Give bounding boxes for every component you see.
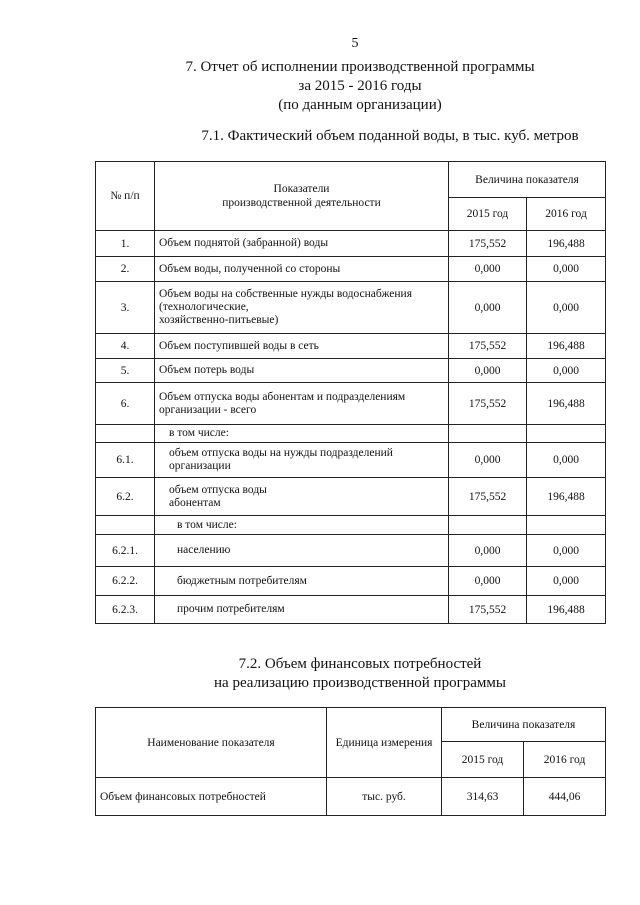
row-num: 1. bbox=[96, 231, 155, 257]
row-name: в том числе: bbox=[155, 516, 449, 535]
header-indicator bbox=[155, 162, 449, 231]
row-num: 6.1. bbox=[96, 443, 155, 478]
row-name: бюджетным потребителям bbox=[155, 567, 449, 596]
row-num: 6. bbox=[96, 383, 155, 425]
row-name-line1: Объем воды на собственные нужды водоснабжения bbox=[159, 288, 412, 300]
table-row bbox=[96, 778, 606, 816]
header-unit: Единица измерения bbox=[327, 708, 442, 778]
row-value-2016: 196,488 bbox=[527, 596, 606, 624]
row-value-2015: 175,552 bbox=[449, 334, 527, 359]
row-name bbox=[155, 383, 449, 425]
row-name-line2: организации - всего bbox=[159, 403, 257, 416]
header-indicator-line2: производственной деятельности bbox=[222, 197, 381, 209]
row-value-2016: 0,000 bbox=[527, 567, 606, 596]
row-name-line3: хозяйственно-питьевые) bbox=[159, 314, 279, 326]
row-value-2016: 196,488 bbox=[527, 383, 606, 425]
header-year-2016: 2016 год bbox=[527, 198, 606, 231]
row-value-2016 bbox=[527, 425, 606, 443]
table-row bbox=[96, 425, 606, 443]
row-name: Объем потерь воды bbox=[155, 359, 449, 383]
table-row bbox=[96, 282, 606, 334]
row-num: 3. bbox=[96, 282, 155, 334]
header-value: Величина показателя bbox=[442, 708, 606, 742]
table-row bbox=[96, 478, 606, 516]
water-volume-table bbox=[95, 161, 606, 624]
row-value-2016: 0,000 bbox=[527, 282, 606, 334]
row-num bbox=[96, 516, 155, 535]
title-line-2: за 2015 - 2016 годы bbox=[298, 78, 422, 94]
row-name: прочим потребителям bbox=[155, 596, 449, 624]
row-name: Объем воды, полученной со стороны bbox=[155, 257, 449, 282]
header-year-2015: 2015 год bbox=[442, 742, 524, 778]
section2-heading-line2: на реализацию производственной программы bbox=[214, 675, 506, 691]
row-num: 4. bbox=[96, 334, 155, 359]
financial-needs-table bbox=[95, 707, 606, 816]
row-value-2015: 0,000 bbox=[449, 535, 527, 567]
row-name: населению bbox=[155, 535, 449, 567]
table-row bbox=[96, 516, 606, 535]
table-row bbox=[96, 359, 606, 383]
row-name: Объем финансовых потребностей bbox=[96, 778, 327, 816]
row-name-line1: объем отпуска воды bbox=[169, 483, 267, 496]
row-num: 6.2. bbox=[96, 478, 155, 516]
row-value-2016 bbox=[527, 516, 606, 535]
section1-heading: 7.1. Фактический объем поданной воды, в тыс. куб. метров bbox=[201, 128, 579, 144]
title-line-1: 7. Отчет об исполнении производственной программы bbox=[185, 59, 535, 75]
header-num: № п/п bbox=[96, 162, 155, 231]
row-name: Объем поступившей воды в сеть bbox=[155, 334, 449, 359]
table-row bbox=[96, 567, 606, 596]
row-value-2015: 175,552 bbox=[449, 231, 527, 257]
row-num: 6.2.3. bbox=[96, 596, 155, 624]
table-row bbox=[96, 535, 606, 567]
row-num: 6.2.1. bbox=[96, 535, 155, 567]
row-value-2016: 0,000 bbox=[527, 443, 606, 478]
row-name: Объем поднятой (забранной) воды bbox=[155, 231, 449, 257]
row-name bbox=[155, 443, 449, 478]
row-value-2015: 0,000 bbox=[449, 282, 527, 334]
row-value-2015: 0,000 bbox=[449, 567, 527, 596]
row-value-2015: 0,000 bbox=[449, 359, 527, 383]
row-name: в том числе: bbox=[155, 425, 449, 443]
row-value-2016: 0,000 bbox=[527, 257, 606, 282]
row-value-2015: 0,000 bbox=[449, 443, 527, 478]
row-value-2016: 0,000 bbox=[527, 359, 606, 383]
row-value-2015 bbox=[449, 516, 527, 535]
row-value-2016: 444,06 bbox=[524, 778, 606, 816]
row-value-2016: 196,488 bbox=[527, 334, 606, 359]
row-name-line2: (технологические, bbox=[159, 301, 249, 313]
row-value-2015: 175,552 bbox=[449, 478, 527, 516]
row-name bbox=[155, 282, 449, 334]
table-row bbox=[96, 443, 606, 478]
row-name-line1: объем отпуска воды на нужды подразделений bbox=[169, 447, 393, 459]
title-line-3: (по данным организации) bbox=[278, 97, 442, 113]
header-indicator-name: Наименование показателя bbox=[96, 708, 327, 778]
section2-heading bbox=[150, 655, 570, 693]
page-number: 5 bbox=[351, 36, 359, 51]
row-value-2015: 175,552 bbox=[449, 383, 527, 425]
row-num: 5. bbox=[96, 359, 155, 383]
table-row bbox=[96, 334, 606, 359]
table-row bbox=[96, 257, 606, 282]
row-name-line2: абонентам bbox=[169, 496, 221, 509]
row-unit: тыс. руб. bbox=[327, 778, 442, 816]
table-row bbox=[96, 383, 606, 425]
header-indicator-line1: Показатели bbox=[273, 183, 330, 195]
row-num bbox=[96, 425, 155, 443]
row-name-line2: организации bbox=[169, 460, 231, 472]
row-value-2016: 196,488 bbox=[527, 231, 606, 257]
row-value-2015: 175,552 bbox=[449, 596, 527, 624]
header-value: Величина показателя bbox=[449, 162, 606, 198]
row-name bbox=[155, 478, 449, 516]
row-value-2015: 0,000 bbox=[449, 257, 527, 282]
row-num: 6.2.2. bbox=[96, 567, 155, 596]
row-value-2016: 196,488 bbox=[527, 478, 606, 516]
row-num: 2. bbox=[96, 257, 155, 282]
table-row bbox=[96, 231, 606, 257]
row-name-line1: Объем отпуска воды абонентам и подразделениям bbox=[159, 390, 406, 403]
document-title bbox=[150, 58, 570, 115]
row-value-2015 bbox=[449, 425, 527, 443]
row-value-2015: 314,63 bbox=[442, 778, 524, 816]
row-value-2016: 0,000 bbox=[527, 535, 606, 567]
header-year-2015: 2015 год bbox=[449, 198, 527, 231]
header-year-2016: 2016 год bbox=[524, 742, 606, 778]
table-row bbox=[96, 596, 606, 624]
section2-heading-line1: 7.2. Объем финансовых потребностей bbox=[238, 656, 482, 672]
